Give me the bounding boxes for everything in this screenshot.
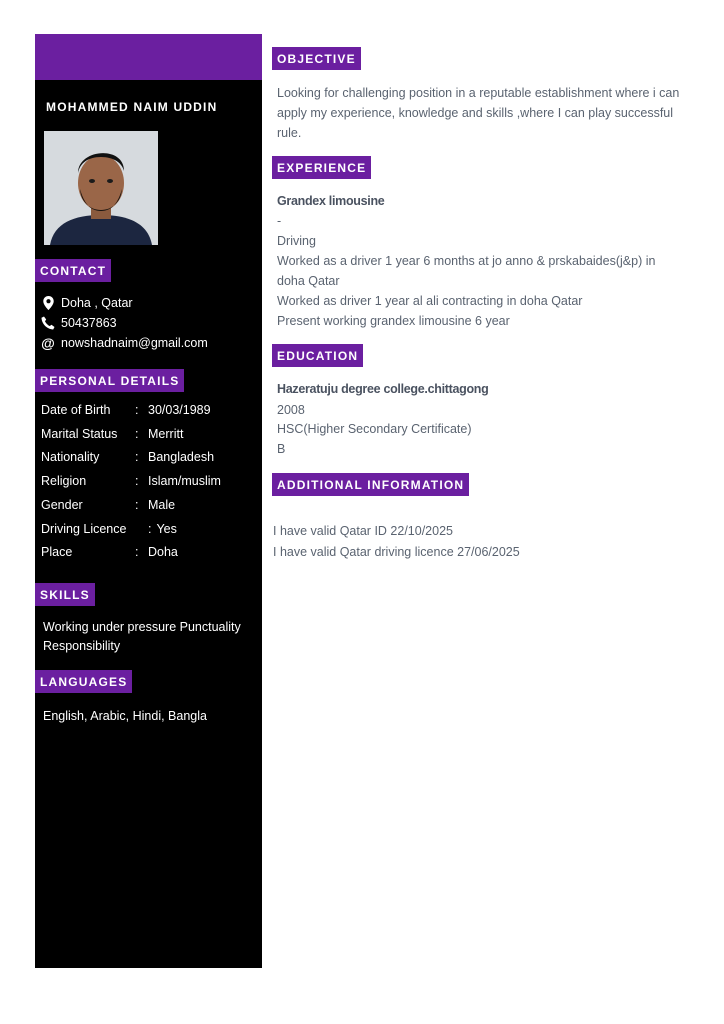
detail-separator: :: [135, 498, 139, 512]
detail-label: Date of Birth: [41, 403, 111, 417]
email-text[interactable]: nowshadnaim@gmail.com: [61, 336, 208, 350]
location-pin-icon: [41, 296, 55, 310]
profile-photo: [44, 131, 158, 245]
detail-value: Yes: [156, 522, 177, 536]
detail-row: [41, 522, 177, 536]
objective-header: OBJECTIVE: [272, 47, 361, 70]
objective-text: Looking for challenging position in a reputable establishment where i can apply my experience, knowledge and skills ,where I can play successful rule.: [277, 86, 680, 140]
detail-label: Gender: [41, 498, 83, 512]
person-photo-icon: [44, 131, 158, 245]
detail-value: Bangladesh: [148, 450, 215, 464]
education-school: Hazeratuju degree college.chittagong: [277, 382, 489, 396]
education-year: 2008: [277, 403, 305, 417]
detail-label: Driving Licence: [41, 522, 127, 536]
detail-row: [41, 403, 211, 417]
detail-separator: :: [135, 427, 139, 441]
detail-value: Islam/muslim: [148, 474, 221, 488]
detail-row: [41, 474, 221, 488]
detail-value: Merritt: [148, 427, 184, 441]
education-grade: B: [277, 442, 286, 456]
languages-header: LANGUAGES: [35, 670, 132, 693]
experience-company: Grandex limousine: [277, 194, 385, 208]
education-header: EDUCATION: [272, 344, 363, 367]
personal-details-header: PERSONAL DETAILS: [35, 369, 184, 392]
phone-text[interactable]: 50437863: [61, 316, 117, 330]
skills-header: SKILLS: [35, 583, 95, 606]
location-text: Doha , Qatar: [61, 296, 133, 310]
languages-text: English, Arabic, Hindi, Bangla: [43, 709, 207, 723]
detail-value: Male: [148, 498, 176, 512]
additional-info-header: ADDITIONAL INFORMATION: [272, 473, 469, 496]
detail-label: Nationality: [41, 450, 100, 464]
sidebar: [35, 34, 262, 968]
detail-row: [41, 450, 214, 464]
education-degree: HSC(Higher Secondary Certificate): [277, 422, 472, 436]
contact-location: [41, 296, 133, 310]
detail-label: Place: [41, 545, 73, 559]
detail-row: [41, 498, 175, 512]
contact-email: [41, 336, 208, 350]
detail-value: Doha: [148, 545, 178, 559]
detail-label: Religion: [41, 474, 87, 488]
sidebar-top-band: [35, 34, 262, 80]
skills-text: Working under pressure Punctuality Responsibility: [43, 620, 241, 653]
experience-dash: -: [277, 214, 282, 228]
experience-header: EXPERIENCE: [272, 156, 371, 179]
experience-line: Worked as a driver 1 year 6 months at jo anno & prskabaides(j&p) in doha Qatar: [277, 254, 656, 288]
contact-phone: [41, 316, 117, 330]
detail-label: Marital Status: [41, 427, 118, 441]
candidate-name: MOHAMMED NAIM UDDIN: [46, 100, 218, 114]
phone-icon: [41, 316, 55, 330]
detail-separator: :: [135, 474, 139, 488]
experience-line: Worked as driver 1 year al ali contracting in doha Qatar: [277, 294, 583, 308]
detail-separator: :: [135, 545, 139, 559]
detail-value: 30/03/1989: [148, 403, 211, 417]
detail-row: [41, 427, 183, 441]
detail-separator: :: [148, 522, 152, 536]
experience-line: Present working grandex limousine 6 year: [277, 314, 510, 328]
detail-separator: :: [135, 403, 139, 417]
detail-row: [41, 545, 178, 559]
contact-header: CONTACT: [35, 259, 111, 282]
additional-line: I have valid Qatar ID 22/10/2025: [273, 524, 453, 538]
detail-separator: :: [135, 450, 139, 464]
additional-line: I have valid Qatar driving licence 27/06/2025: [273, 545, 520, 559]
experience-role: Driving: [277, 234, 316, 248]
at-sign-icon: @: [41, 335, 55, 351]
